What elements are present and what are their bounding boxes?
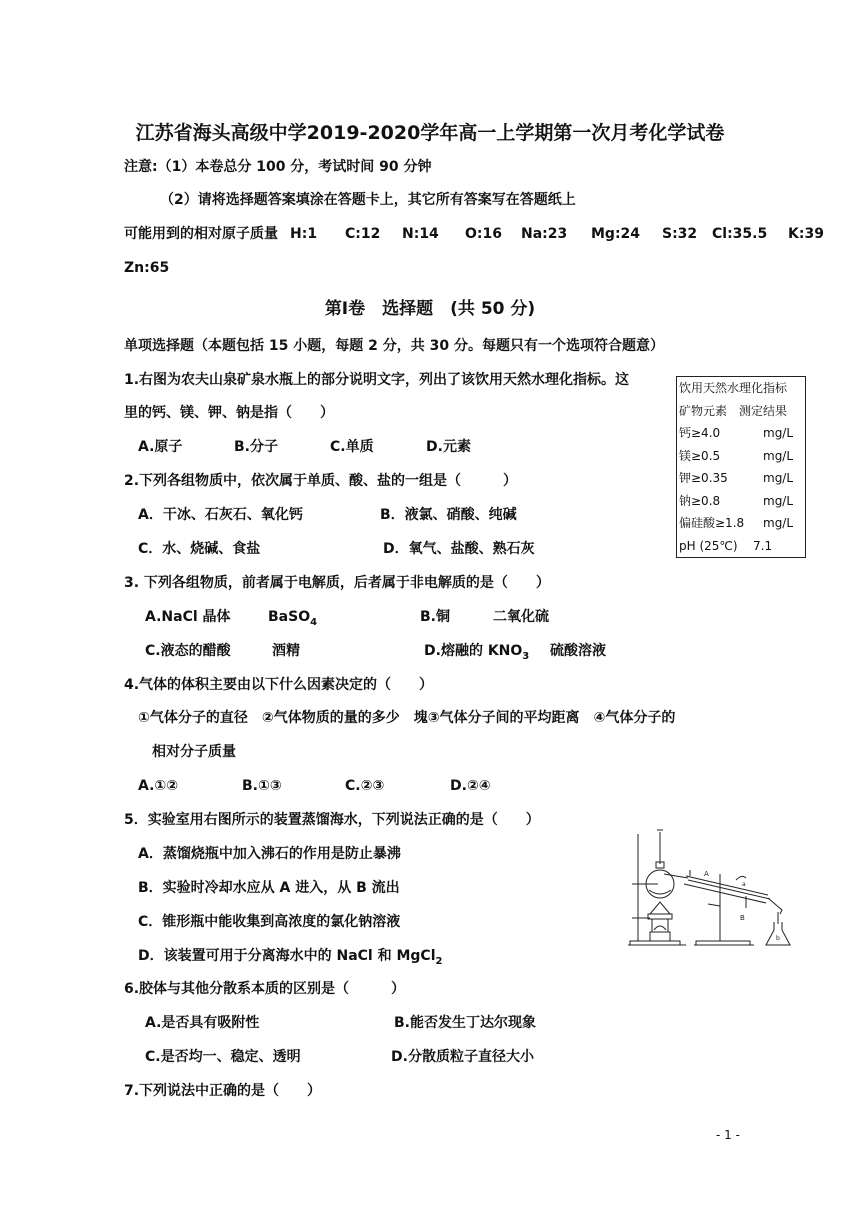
atomic-mass-zn: Zn:65 [124, 260, 170, 276]
q4-option-a: A.①② [138, 778, 179, 794]
mineral-value: mg/L [763, 516, 794, 530]
q5-option-d-text: D．该装置可用于分离海水中的 NaCl 和 MgCl [138, 948, 436, 964]
q6-option-d: D.分散质粒子直径大小 [391, 1049, 534, 1065]
kno3-subscript: 3 [522, 650, 530, 662]
q6-option-b: B.能否发生丁达尔现象 [394, 1015, 536, 1031]
mgcl2-subscript: 2 [435, 955, 443, 967]
q3-option-c-second: 酒精 [272, 643, 300, 659]
atomic-mass-cl: Cl:35.5 [712, 226, 768, 242]
atomic-mass-o: O:16 [465, 226, 502, 242]
q4-stem: 4.气体的体积主要由以下什么因素决定的（ ） [124, 677, 434, 693]
q4-option-d: D.②④ [450, 778, 491, 794]
atomic-mass-c: C:12 [345, 226, 381, 242]
mineral-value: mg/L [763, 448, 794, 463]
mineral-table-row [677, 535, 805, 558]
q4-option-b: B.①③ [242, 778, 282, 794]
q2-option-b: B．液氯、硝酸、纯碱 [380, 507, 517, 523]
mineral-name: 钾≥0.35 [679, 471, 728, 485]
exam-title: 江苏省海头高级中学2019-2020学年高一上学期第一次月考化学试卷 [135, 122, 725, 144]
mineral-value: 7.1 [753, 538, 773, 553]
mineral-table-row [677, 490, 805, 513]
q2-option-a: A．干冰、石灰石、氧化钙 [138, 507, 303, 523]
baso4-subscript: 4 [310, 616, 318, 628]
q6-option-c: C.是否均一、稳定、透明 [145, 1049, 301, 1065]
mineral-table-row [677, 467, 805, 490]
q1-stem-line1: 1.右图为农夫山泉矿泉水瓶上的部分说明文字，列出了该饮用天然水理化指标。这 [124, 372, 630, 388]
q3-option-d-second: 硫酸溶液 [550, 643, 606, 659]
q1-option-d: D.元素 [426, 439, 471, 455]
q5-option-d [138, 946, 442, 972]
mineral-table-row [677, 422, 805, 445]
q3-option-d-first [424, 641, 529, 667]
q5-stem: 5．实验室用右图所示的装置蒸馏海水，下列说法正确的是（ ） [124, 812, 540, 828]
atomic-mass-s: S:32 [662, 226, 698, 242]
q6-option-a: A.是否具有吸附性 [145, 1015, 260, 1031]
kno3-text: D.熔融的 KNO [424, 643, 523, 659]
q1-stem-line2: 里的钙、镁、钾、钠是指（ ） [124, 405, 334, 421]
q4-line1: ①气体分子的直径 ②气体物质的量的多少 塊③气体分子间的平均距离 ④气体分子的 [138, 710, 676, 726]
label-a-upper: A [704, 870, 709, 878]
atomic-mass-k: K:39 [788, 226, 824, 242]
q3-stem: 3. 下列各组物质，前者属于电解质，后者属于非电解质的是（ ） [124, 575, 550, 591]
q2-option-d: D．氧气、盐酸、熟石灰 [383, 541, 535, 557]
label-b-upper: B [740, 914, 745, 922]
section-description: 单项选择题（本题包括 15 小题，每题 2 分，共 30 分。每题只有一个选项符合题意） [124, 338, 664, 354]
distillation-apparatus-figure [628, 826, 808, 950]
q3-option-c-first: C.液态的醋酸 [145, 643, 231, 659]
page-number: - 1 - [716, 1128, 740, 1142]
note-1: 注意:（1）本卷总分 100 分，考试时间 90 分钟 [124, 159, 432, 175]
mineral-value: mg/L [763, 493, 794, 508]
mineral-name: 钠≥0.8 [679, 493, 721, 508]
mineral-table-title: 饮用天然水理化指标 [679, 381, 788, 395]
baso4-text: BaSO [268, 609, 311, 625]
q3-option-b-first: B.铜 [420, 609, 450, 625]
label-a-lower: a [742, 881, 746, 888]
atomic-mass-n: N:14 [402, 226, 439, 242]
q2-stem: 2.下列各组物质中，依次属于单质、酸、盐的一组是（ ） [124, 473, 518, 489]
q5-option-c: C．锥形瓶中能收集到高浓度的氯化钠溶液 [138, 914, 401, 930]
q4-option-c: C.②③ [345, 778, 385, 794]
mineral-name: pH (25℃) [679, 538, 738, 553]
q5-option-a: A．蒸馏烧瓶中加入沸石的作用是防止暴沸 [138, 846, 401, 862]
q1-option-a: A.原子 [138, 439, 183, 455]
q1-option-b: B.分子 [234, 439, 278, 455]
mineral-table-row [677, 445, 805, 468]
mineral-table [676, 376, 806, 558]
mineral-table-header: 矿物元素 测定结果 [679, 403, 788, 418]
q2-option-c: C．水、烧碱、食盐 [138, 541, 261, 557]
mineral-name: 镁≥0.5 [679, 448, 721, 463]
q4-line2: 相对分子质量 [152, 744, 236, 760]
q6-stem: 6.胶体与其他分散系本质的区别是（ ） [124, 981, 406, 997]
q3-option-b-second: 二氧化硫 [493, 609, 549, 625]
q1-option-c: C.单质 [330, 439, 374, 455]
mineral-name: 钙≥4.0 [679, 426, 721, 440]
q7-stem: 7.下列说法中正确的是（ ） [124, 1083, 322, 1099]
note-2: （2）请将选择题答案填涂在答题卡上，其它所有答案写在答题纸上 [160, 192, 576, 208]
section-title: 第Ⅰ卷 选择题 (共 50 分) [324, 299, 536, 319]
q5-option-b: B．实验时冷却水应从 A 进入，从 B 流出 [138, 880, 400, 896]
label-b-lower: b [776, 935, 780, 942]
q3-option-a-first: A.NaCl 晶体 [145, 609, 231, 625]
atomic-mass-mg: Mg:24 [591, 226, 641, 242]
mineral-name: 偏硅酸≥1.8 [679, 516, 745, 530]
atomic-mass-na: Na:23 [521, 226, 568, 242]
q3-option-a-second [268, 607, 317, 633]
mineral-value: mg/L [763, 426, 794, 440]
mineral-table-row [677, 512, 805, 535]
mineral-value: mg/L [763, 471, 794, 485]
atomic-mass-h: H:1 [290, 226, 318, 242]
atomic-mass-label: 可能用到的相对原子质量 [124, 226, 278, 242]
